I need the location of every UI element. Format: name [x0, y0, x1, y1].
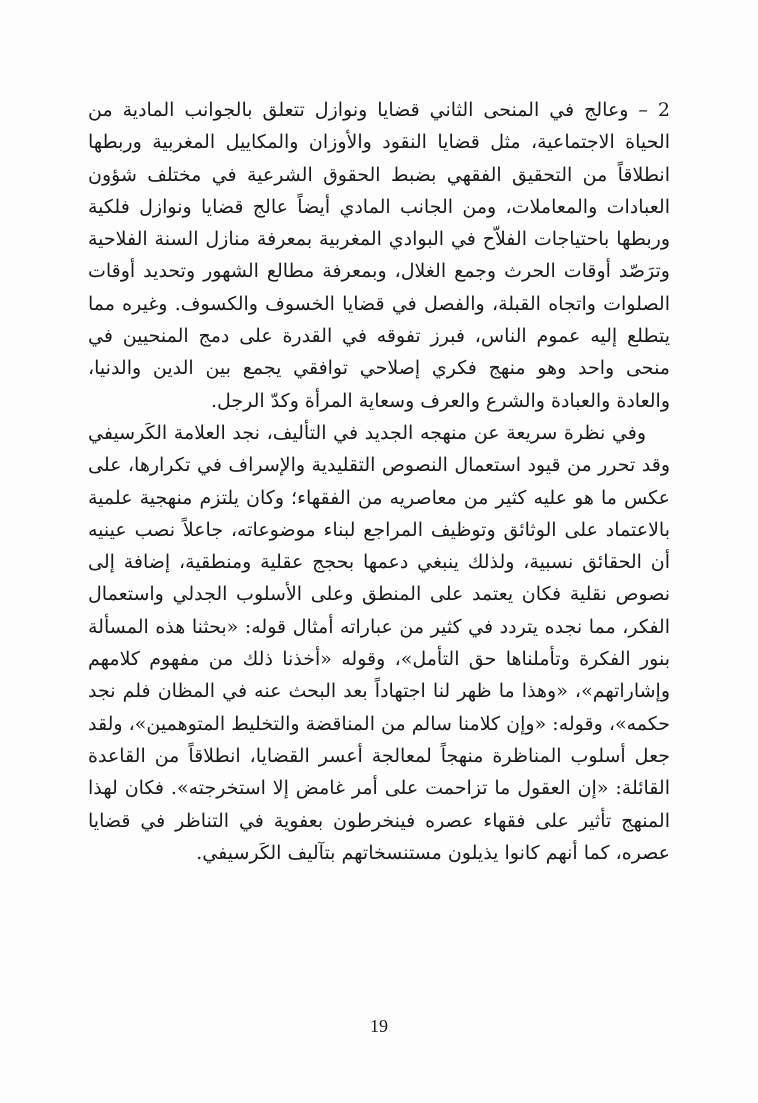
paragraph-material-aspects: 2 – وعالج في المنحى الثاني قضايا ونوازل تتعلق بالجوانب المادية من الحياة الاجتماعية، مثل قضايا النقود والأوزان والمكاييل المغربية وربطها انطلاقاً من التحقيق الفقهي بضبط الحقوق الشرعية في مختلف شؤون العبادات والمعاملات، ومن الجانب المادي أيضاً عالج قضايا ونوازل فلكية وربطها باحتياجات الفلاّح في البوادي المغربية بمعرفة منازل السنة الفلاحية وترَصّد أوقات الحرث وجمع الغلال، وبمعرفة مطالع الشهور وتحديد أوقات الصلوات واتجاه القبلة، والفصل في قضايا الخسوف والكسوف. وغيره مما يتطلع إليه عموم الناس، فبرز تفوقه في القدرة على دمج المنحيين في منحى واحد وهو منهج فكري إصلاحي توافقي يجمع بين الدين والدنيا، والعادة والعبادة والشرع والعرف وسعاية المرأة وكدّ الرجل.: [88, 99, 670, 412]
paragraph-new-method: وفي نظرة سريعة عن منهجه الجديد في التأليف، نجد العلامة الكَرسيفي وقد تحرر من قيود استعمال النصوص التقليدية والإسراف في تكرارها، على عكس ما هو عليه كثير من معاصريه من الفقهاء؛ وكان يلتزم منهجية علمية بالاعتماد على الوثائق وتوظيف المراجع لبناء موضوعاته، جاعلاً نصب عينيه أن الحقائق نسبية، ولذلك ينبغي دعمها بحجج عقلية ومنطقية، إضافة إلى نصوص نقلية فكان يعتمد على المنطق وعلى الأسلوب الجدلي واستعمال الفكر، مما نجده يتردد في كثير من عباراته أمثال قوله: «بحثنا هذه المسألة بنور الفكرة وتأملناها حق التأمل»، وقوله «أخذنا ذلك من مفهوم كلامهم وإشاراتهم»، «وهذا ما ظهر لنا اجتهاداً بعد البحث عنه في المظان فلم نجد حكمه»، وقوله: «وإن كلامنا سالم من المناقضة والتخليط المتوهمين»، ولقد جعل أسلوب المناظرة منهجاً لمعالجة أعسر القضايا، انطلاقاً من القاعدة القائلة: «إن العقول ما تزاحمت على أمر غامض إلا استخرجته». فكان لهذا المنهج تأثير على فقهاء عصره فينخرطون بعفوية في التناظر في قضايا عصره، كما أنهم كانوا يذيلون مستنسخاتهم بتآليف الكَرسيفي.: [88, 421, 670, 864]
body-text: [88, 94, 670, 869]
page-number: 19: [370, 1016, 388, 1036]
